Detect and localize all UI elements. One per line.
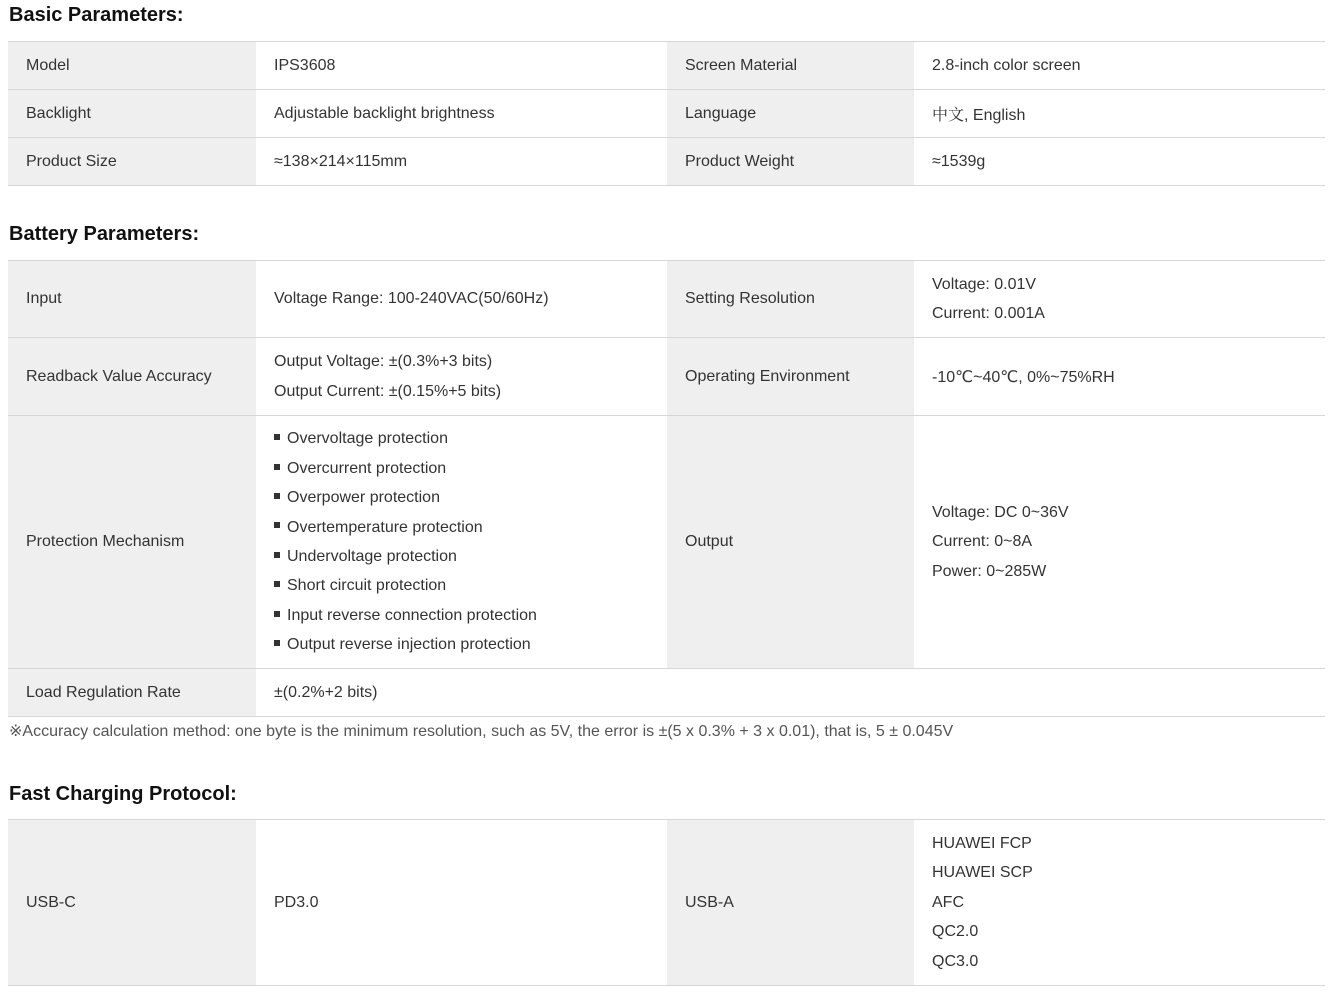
spec-value: ≈138×214×115mm (256, 138, 667, 186)
spec-label: Operating Environment (667, 338, 914, 416)
spec-label: Readback Value Accuracy (8, 338, 256, 416)
square-bullet-icon (274, 434, 280, 440)
square-bullet-icon (274, 464, 280, 470)
list-item (274, 571, 649, 600)
table-row (8, 338, 1325, 416)
table-row (8, 261, 1325, 338)
spec-value (914, 820, 1325, 986)
list-item-text: Overvoltage protection (287, 430, 448, 448)
value-line: Voltage: DC 0~36V (932, 503, 1069, 521)
fast-charging-title: Fast Charging Protocol: (9, 783, 237, 805)
spec-value (914, 261, 1325, 338)
spec-value: Adjustable backlight brightness (256, 90, 667, 138)
spec-value: IPS3608 (256, 42, 667, 90)
table-row (8, 42, 1325, 90)
table-row (8, 90, 1325, 138)
value-line: Power: 0~285W (932, 562, 1047, 580)
square-bullet-icon (274, 640, 280, 646)
value-line: QC3.0 (932, 952, 979, 970)
list-item-text: Overpower protection (287, 489, 440, 507)
list-item (274, 483, 649, 512)
battery-parameters-table (8, 260, 1325, 717)
spec-value (914, 416, 1325, 669)
square-bullet-icon (274, 611, 280, 617)
spec-value: -10℃~40℃, 0%~75%RH (914, 338, 1325, 416)
list-item (274, 542, 649, 571)
list-item-text: Undervoltage protection (287, 548, 457, 565)
spec-label: USB-A (667, 820, 914, 986)
value-line: AFC (932, 893, 964, 911)
spec-value: ≈1539g (914, 138, 1325, 186)
square-bullet-icon (274, 522, 280, 528)
basic-parameters-table (8, 41, 1325, 186)
spec-label: Protection Mechanism (8, 416, 256, 669)
value-line: Current: 0.001A (932, 305, 1045, 322)
table-row (8, 138, 1325, 186)
value-line: HUAWEI FCP (932, 834, 1032, 852)
table-row (8, 416, 1325, 669)
table-row (8, 669, 1325, 717)
list-item (274, 601, 649, 630)
list-item-text: Input reverse connection protection (287, 606, 537, 624)
list-item (274, 513, 649, 542)
fast-charging-table (8, 819, 1325, 986)
list-item (274, 424, 649, 453)
spec-value: 中文, English (914, 90, 1325, 138)
spec-value: ±(0.2%+2 bits) (256, 669, 1325, 717)
value-line: HUAWEI SCP (932, 864, 1033, 882)
spec-value: Voltage Range: 100-240VAC(50/60Hz) (256, 261, 667, 338)
battery-parameters-title: Battery Parameters: (9, 223, 200, 245)
value-line: Output Voltage: ±(0.3%+3 bits) (274, 353, 493, 371)
list-item-text: Overcurrent protection (287, 459, 447, 477)
spec-label: Output (667, 416, 914, 669)
list-item (274, 630, 649, 659)
spec-value: 2.8-inch color screen (914, 42, 1325, 90)
list-item-text: Overtemperature protection (287, 518, 483, 536)
value-line: Current: 0~8A (932, 533, 1033, 551)
spec-label: Input (8, 261, 256, 338)
protection-list (256, 416, 667, 669)
spec-value: PD3.0 (256, 820, 667, 986)
table-row (8, 820, 1325, 986)
spec-label: Product Size (8, 138, 256, 186)
list-item-text: Output reverse injection protection (287, 636, 531, 654)
spec-value (256, 338, 667, 416)
value-line: Output Current: ±(0.15%+5 bits) (274, 382, 502, 400)
list-item (274, 454, 649, 483)
basic-parameters-title: Basic Parameters: (9, 4, 184, 26)
square-bullet-icon (274, 581, 280, 587)
spec-label: Setting Resolution (667, 261, 914, 338)
square-bullet-icon (274, 552, 280, 558)
spec-label: Backlight (8, 90, 256, 138)
spec-label: Language (667, 90, 914, 138)
value-line: Voltage: 0.01V (932, 275, 1037, 293)
value-line: QC2.0 (932, 923, 979, 941)
spec-label: Model (8, 42, 256, 90)
list-item-text: Short circuit protection (287, 577, 447, 595)
square-bullet-icon (274, 493, 280, 499)
spec-label: Product Weight (667, 138, 914, 186)
spec-label: Screen Material (667, 42, 914, 90)
spec-label: Load Regulation Rate (8, 669, 256, 717)
spec-label: USB-C (8, 820, 256, 986)
accuracy-note: ※Accuracy calculation method: one byte is the minimum resolution, such as 5V, the error is ±(5 x 0.3% + 3 x 0.01), that is, 5 ± 0.045V (9, 723, 954, 740)
